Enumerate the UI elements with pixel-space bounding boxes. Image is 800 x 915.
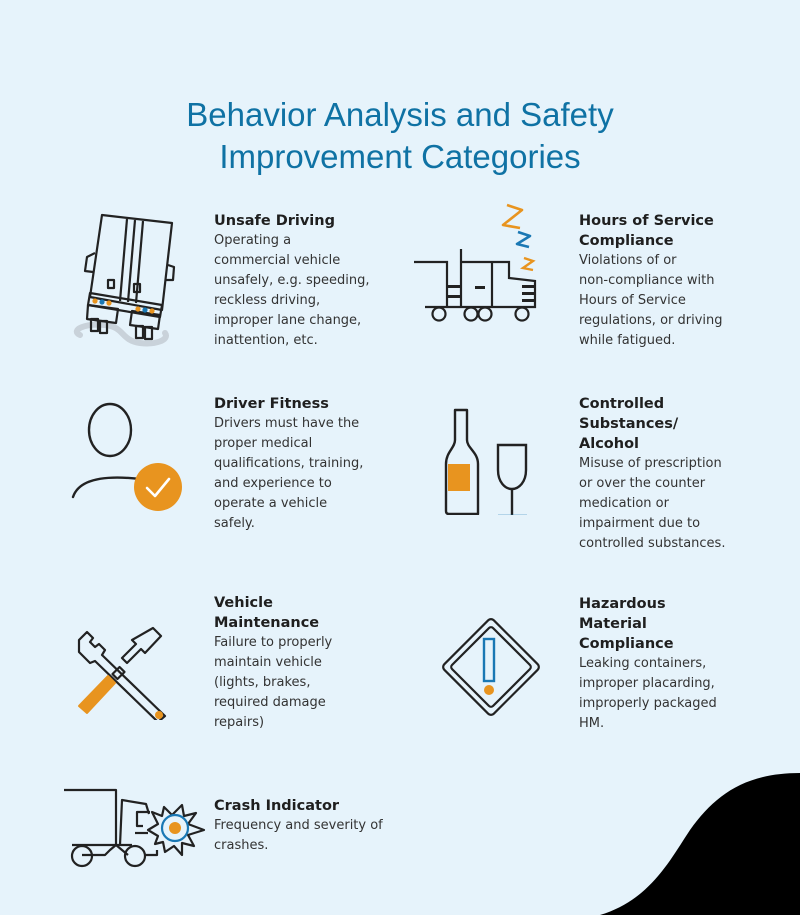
wrench-screwdriver-icon xyxy=(75,620,175,720)
category-title: Controlled Substances/ Alcohol xyxy=(579,396,679,452)
title-line-1: Behavior Analysis and Safety xyxy=(186,96,614,134)
truck-crash-icon xyxy=(60,780,210,870)
truck-swerving-icon xyxy=(70,205,190,355)
hazard-diamond-icon xyxy=(432,608,550,726)
sleeping-truck-icon xyxy=(410,200,545,330)
category-title: Hours of Service Compliance xyxy=(579,213,714,249)
category-description: Drivers must have the proper medical qualifications, training, and experience to operate a vehicle safely. xyxy=(214,416,364,531)
category-description: Leaking containers, improper placarding, improperly packaged HM. xyxy=(579,656,717,731)
bottle-and-glass-icon xyxy=(440,400,540,515)
title-line-2: Improvement Categories xyxy=(219,138,581,176)
category-description: Violations of or non-compliance with Hours of Service regulations, or driving while fatigued. xyxy=(579,253,723,348)
category-title: Vehicle Maintenance xyxy=(214,595,320,631)
category-description: Misuse of prescription or over the counter medication or impairment due to controlled substances. xyxy=(579,456,726,551)
category-title: Driver Fitness xyxy=(214,396,329,412)
category-title: Unsafe Driving xyxy=(214,213,335,229)
page-title xyxy=(0,94,800,178)
driver-checkmark-icon xyxy=(65,395,185,515)
category-description: Frequency and severity of crashes. xyxy=(214,818,383,853)
category-description: Operating a commercial vehicle unsafely, e.g. speeding, reckless driving, improper lane change, inattention, etc. xyxy=(214,233,370,348)
category-title: Hazardous Material Compliance xyxy=(579,596,674,652)
category-description: Failure to properly maintain vehicle (lights, brakes, required damage repairs) xyxy=(214,635,333,730)
category-title: Crash Indicator xyxy=(214,798,340,814)
